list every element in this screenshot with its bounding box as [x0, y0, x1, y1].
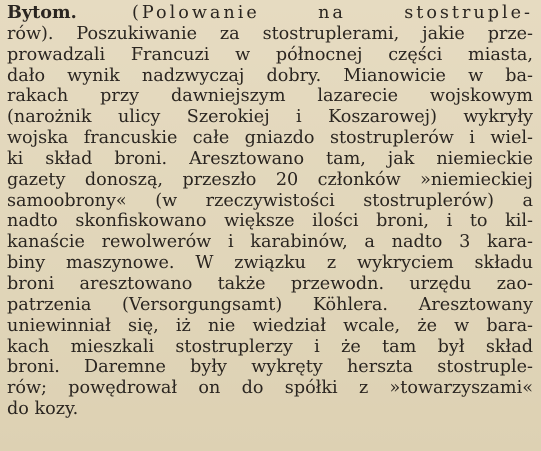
headline-place: Bytom. — [7, 2, 77, 23]
article-line: dało wynik nadzwyczaj dobry. Mianowicie w ba- — [7, 65, 533, 86]
article-line: uniewinniał się, iż nie wiedział wcale, że w bara- — [7, 315, 533, 336]
article-line: kanaście rewolwerów i karabinów, a nadto 3 kara- — [7, 232, 533, 253]
article-line: rów). Poszukiwanie za stostruplerami, jakie prze- — [7, 23, 533, 44]
article-line — [7, 3, 533, 24]
article-line: ki skład broni. Aresztowano tam, jak niemieckie — [7, 148, 533, 169]
article-line: broni aresztowano także przewodn. urzędu zao- — [7, 273, 533, 294]
article-text — [7, 3, 533, 420]
article-line: samoobrony« (w rzeczywistości stostruplerów) a — [7, 190, 533, 211]
article-line: rakach przy dawniejszym lazarecie wojskowym — [7, 86, 533, 107]
article-line: rów; powędrował on do spółki z »towarzyszami« — [7, 378, 533, 399]
article-line: patrzenia (Versorgungsamt) Köhlera. Aresztowany — [7, 294, 533, 315]
article-line: wojska francuskie całe gniazdo stostruplerów i wiel- — [7, 128, 533, 149]
article-line: gazety donoszą, przeszło 20 członków »niemieckiej — [7, 169, 533, 190]
article-line: broni. Daremne były wykręty herszta stostruple- — [7, 357, 533, 378]
article-line: prowadzali Francuzi w północnej części miasta, — [7, 44, 533, 65]
article-line: kach mieszkali stostruplerzy i że tam był skład — [7, 336, 533, 357]
article-line: nadto skonfiskowano większe ilości broni, i to kil- — [7, 211, 533, 232]
article-line: (narożnik ulicy Szerokiej i Koszarowej) wykryły — [7, 107, 533, 128]
article-line: biny maszynowe. W związku z wykryciem składu — [7, 253, 533, 274]
article-line: do kozy. — [7, 399, 79, 420]
headline-subtitle: (Polowanie na stostruple- — [132, 3, 533, 23]
